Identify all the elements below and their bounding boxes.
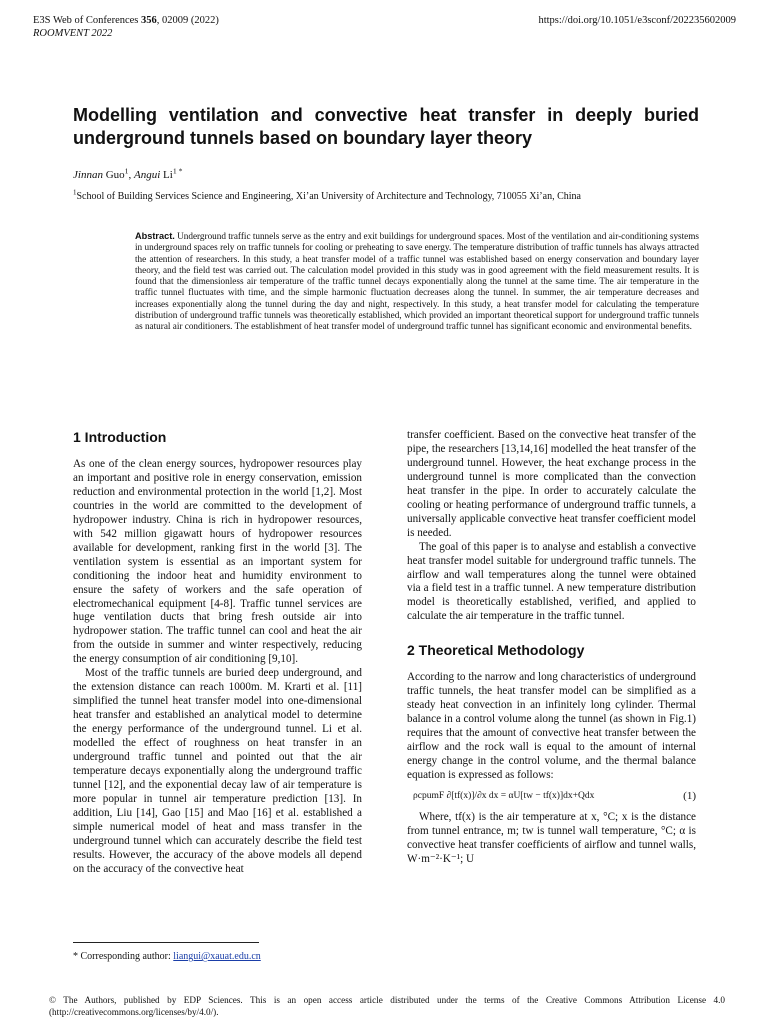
right-column [407, 429, 696, 867]
author-1-last-name: Guo [102, 169, 125, 181]
license-notice: © The Authors, published by EDP Sciences. This is an open access article distributed under the terms of the Creative Commons Attribution License 4.0 (http://creativecommons.org/licenses/by/4.0/). [49, 995, 725, 1017]
equation-body: ρcpumF ∂[tf(x)]/∂x dx = αU[tw − tf(x)]dx+Qdx [413, 790, 595, 801]
venue-name: ROOMVENT 2022 [33, 28, 113, 39]
equation-number: (1) [683, 789, 696, 802]
affiliation: $^1$School of Building Services Science and Engineering, Xi’an University of Architecture and Technology, 710055 Xi’an, China [73, 188, 581, 202]
corresponding-email-link[interactable]: liangui@xauat.edu.cn [173, 951, 261, 962]
author-1-first-name: Jinnan [73, 169, 103, 181]
author-line: Jinnan Guo$^1$, Angui $Li^{1 *}$ [73, 166, 183, 181]
author-2-last-name: Li [160, 169, 173, 181]
conference-line: E3S Web of Conferences 356, 02009 (2022) [33, 15, 219, 26]
footnote-rule [73, 942, 259, 943]
volume-number: 356 [141, 15, 157, 26]
paragraph: Where, tf(x) is the air temperature at x, °C; x is the distance from tunnel entrance, m; tw is tunnel wall temperature, °C; α is convective heat transfer coefficients of airflow and tunnel walls, W·m⁻²·K⁻¹; U [407, 810, 696, 865]
abstract-text: Underground traffic tunnels serve as the entry and exit buildings for underground spaces. Most of the ventilation and air-conditioning systems in underground spaces rely on traffic tunnels for cooling or preheating to save energy. The temperature distribution of traffic tunnels has always attracted the attention of researchers. In this study, a heat transfer model of a traffic tunnel was established based on energy conservation and boundary layer theory, and the field test was carried out. The calculation model provided in this study was in good agreement with the field measurement results. It is found that the dimensionless air temperature of the traffic tunnel decays exponentially along the tunnel at the same time. The air temperature in the traffic tunnel fluctuates with time, and the simple harmonic fluctuation decreases along the tunnel. In summer, the air temperature decreases and increases exponentially along the tunnel during the day and night, respectively. In this study, a heat transfer model for calculating the temperature distribution of underground traffic tunnels was theoretically established, which provided an important theoretical support for underground traffic tunnels as natural air conditioners. The establishment of heat transfer model of underground traffic tunnel has significant economic and environmental benefits. [135, 231, 699, 331]
paragraph: According to the narrow and long characteristics of underground traffic tunnels, the heat transfer model can be simplified as a steady heat convection in an infinitely long cylinder. Thermal balance in a control volume along the tunnel (as shown in Fig.1) requires that the amount of convective heat transfer between the airflow and the rock wall is equal to the amount of internal energy change in the control volume, and the thermal balance equation is expressed as follows: [407, 671, 696, 782]
paragraph: As one of the clean energy sources, hydropower resources play an important and positive role in energy conservation, emission reduction and environmental protection in the world [1,2]. Most countries in the world are committed to the development of hydropower industry. China is rich in hydropower resources, with 542 million gigawatt hours of hydropower resources available for development, ranking first in the world [3]. The ventilation system is essential as an important system for conditioning the indoor heat and humidity environment to ensure the safety of workers and the safe operation of electromechanical equipment [4-8]. Traffic tunnel services are huge ventilation ducts that bring fresh outside air into hydropower station. The traffic tunnel can cool and heat the air from the outside in summer and winter respectively, reducing the energy consumption of air conditioning [9,10]. [73, 458, 362, 666]
section-heading-introduction: 1 Introduction [73, 429, 167, 445]
paragraph: Most of the traffic tunnels are buried deep underground, and the extension distance can reach 1000m. M. Krarti et al. [11] simplified the tunnel heat transfer model into one-dimensional heat transfer and established an analytical model to determine the energy performance of the underground tunnel. Li et al. modelled the effect of roughness on heat transfer in an underground traffic tunnel and pointed out that the air temperature decays exponentially along the underground traffic tunnel [12], and the exponential decay law of air temperature is more popular in tunnel air temperature prediction [13]. In addition, Liu [14], Gao [15] and Mao [16] et al. established a simple numerical model of heat and mass transfer in the underground tunnel which can accurately describe the field test results. However, the accuracy of the above models all depend on the accuracy of the convective heat [73, 667, 362, 875]
paragraph: The goal of this paper is to analyse and establish a convective heat transfer model suitable for underground traffic tunnels. The airflow and wall temperatures along the tunnel were obtained via a field test in a traffic tunnel. A new temperature distribution model is theoretically established, verified, and applied to calculate the air temperature in the traffic tunnel. [407, 540, 696, 623]
equation-1 [407, 783, 696, 811]
doi-link[interactable]: https://doi.org/10.1051/e3sconf/202235602009 [538, 15, 736, 26]
running-header [33, 14, 219, 40]
paragraph: transfer coefficient. Based on the convective heat transfer of the pipe, the researchers [13,14,16] modelled the heat transfer of the underground tunnel. However, the heat exchange process in the underground tunnel is more complicated than the convection heat transfer in the pipe. In order to accurately calculate the cooling or heating performance of underground traffic tunnels, a universally applicable convective heat transfer coefficient model is needed. [407, 429, 696, 539]
section-heading-methodology: 2 Theoretical Methodology [407, 642, 585, 659]
author-2-first-name: Angui [134, 169, 161, 181]
abstract-label: Abstract. [135, 231, 175, 241]
footnote: * Corresponding author: liangui@xauat.edu.cn [73, 951, 261, 962]
abstract [135, 231, 699, 332]
left-column [73, 429, 362, 877]
paper-title: Modelling ventilation and convective heat transfer in deeply buried underground tunnels based on boundary layer theory [73, 105, 699, 148]
